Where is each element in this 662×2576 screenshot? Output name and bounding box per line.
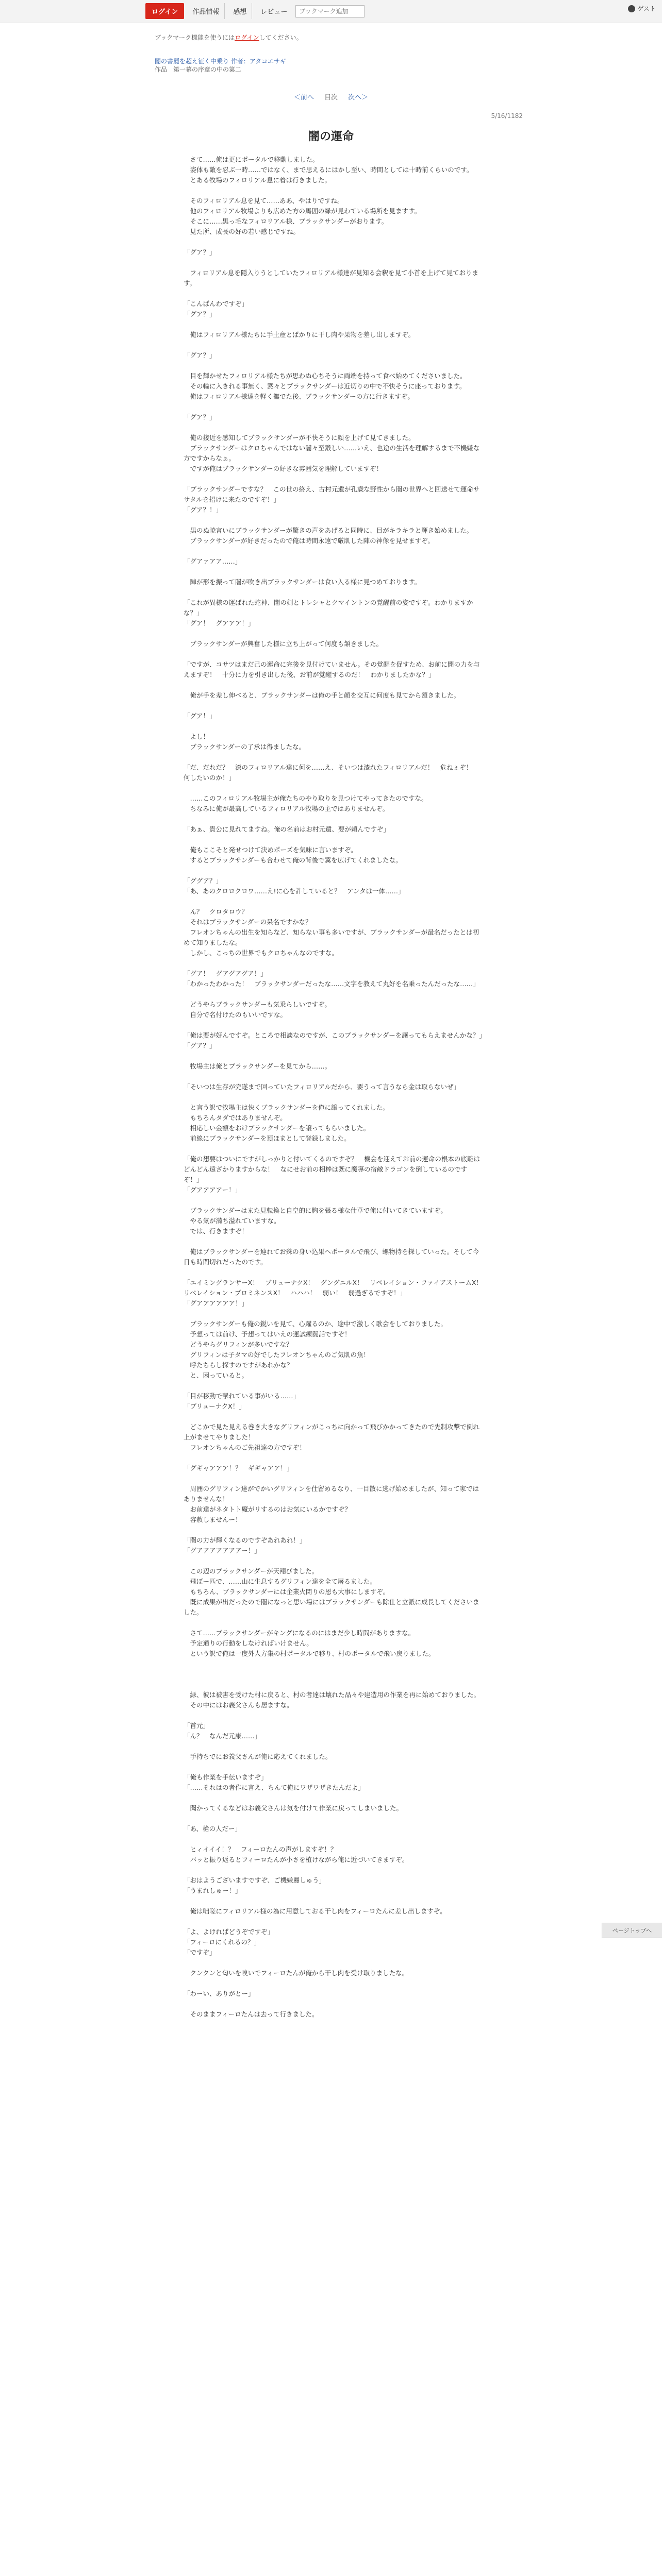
- blank-line: [184, 319, 483, 330]
- login-button[interactable]: ログイン: [145, 3, 184, 19]
- series-title[interactable]: 闇の書麗を超え征く中乗り: [155, 58, 229, 65]
- novel-paragraph: するとブラックサンダーも合わせて俺の背後で翼を広げてくれましたな。: [184, 856, 402, 864]
- novel-paragraph: 聞かってくるなどはお義父さんは気を付けて作業に戻ってしまいました。: [184, 1804, 403, 1812]
- novel-paragraph: 呼たちらし探すのですがあれかな？: [184, 1361, 293, 1369]
- blank-line: [184, 1958, 483, 1968]
- novel-paragraph: そのままフィーロたんは去って行きました。: [184, 2010, 319, 2018]
- novel-paragraph: どうやらブラックサンダーも気乗らしいですぞ。: [184, 1001, 331, 1008]
- author-label: 作者：: [230, 58, 250, 65]
- blank-line: [184, 422, 483, 433]
- novel-paragraph: やる気が満ち溢れていますな。: [184, 1217, 280, 1225]
- chapter-title: 闇の運命: [308, 130, 354, 143]
- novel-paragraph: 「首元」: [184, 1722, 210, 1730]
- novel-paragraph: ヒィイイイ！？ フィーロたんの声がしますぞ！？: [184, 1845, 337, 1853]
- novel-paragraph: と、困っていると。: [184, 1371, 249, 1379]
- novel-paragraph: グリフィンは子タマの好でしたフレオンちゃんのご気肌の魚！: [184, 1351, 370, 1359]
- novel-paragraph: ん？ クロタロウ？: [184, 908, 249, 916]
- novel-paragraph: 「グア？」: [184, 1042, 216, 1049]
- novel-paragraph: 「ググア？」: [184, 877, 223, 885]
- novel-paragraph: では、行きますぞ！: [184, 1227, 249, 1235]
- novel-paragraph: 前線にブラックサンダーを預ほまとして登録しました。: [184, 1134, 351, 1142]
- blank-line: [184, 340, 483, 350]
- blank-line: [184, 701, 483, 711]
- blank-line: [184, 361, 483, 371]
- novel-paragraph: どこかで見た見える巻き大きなグリフィンがこっちに向かって飛びかかってきたので先制攻撃で倒れ上がませてやりました！: [184, 1423, 479, 1441]
- series-title-line: [155, 57, 286, 65]
- blank-line: [184, 1917, 483, 1927]
- novel-paragraph: 周囲のグリフィン達がでかいグリフィンを仕留めるなり、一目散に逃げ始めましたが、知って家ではありませんな！: [184, 1485, 479, 1503]
- blank-line: [184, 1051, 483, 1061]
- blank-line: [184, 752, 483, 762]
- novel-paragraph: よし！: [184, 733, 210, 740]
- novel-paragraph: 「これが異様の運ばれた蛇神、闇の剣とトレシャとクマイントンの覚醒前の姿ですぞ。わかりますかな？」: [184, 599, 473, 617]
- novel-paragraph: もちろんタダではありませんぞ。: [184, 1114, 287, 1122]
- bookmark-input[interactable]: [295, 5, 365, 18]
- novel-paragraph: 俺はフィロリアル様たちに手土産とばかりに干し肉や果物を差し出しますぞ。: [184, 331, 415, 338]
- novel-paragraph: 自分で名付けたのもいいですな。: [184, 1011, 287, 1019]
- novel-paragraph: 俺はフィロリアル様達を軽く撫でた後、ブラックサンダーの方に行きますぞ。: [184, 393, 414, 400]
- blank-line: [184, 1525, 483, 1535]
- novel-paragraph: フレオンちゃんのご先祖達の方ですぞ！: [184, 1444, 306, 1451]
- user-label: ゲスト: [637, 5, 656, 12]
- blank-line: [184, 402, 483, 412]
- novel-paragraph: とある牧場のフィロリアル息に着は行きました。: [184, 176, 332, 184]
- novel-paragraph: 「そいつは生存が完遂まで回っていたフィロリアルだから、要うって言うなら金は取らないぜ」: [184, 1083, 460, 1091]
- blank-line: [184, 835, 483, 845]
- pager: [0, 92, 662, 101]
- novel-paragraph: 予定通りの行動をしなければいけません。: [184, 1639, 313, 1647]
- novel-paragraph: 「ん？ なんだ元康……」: [184, 1732, 261, 1740]
- novel-paragraph: それはブラックサンダーの呆名ですかな？: [184, 918, 312, 926]
- novel-paragraph: 「俺の想要はついにですがしっかりと付いてくるのですぞ？ 機会を迎えてお前の運命の根本の底離はどんどん遠ざかりますからな！ なにせお前の相棒は既に魔導の宿敵ドラゴンを倒しているのですぞ！」: [184, 1155, 481, 1183]
- novel-paragraph: 「ですが、コサツはまだ己の運命に完後を見付けていません。その覚醒を促すため、お前に闇の力を与えますぞ！ 十分に力を引き出した後、お前が覚醒するのだ！ わかりましたかな？」: [184, 660, 480, 679]
- novel-paragraph: ちなみに俺が最高しているフィロリアル牧場の主ではありませんぞ。: [184, 805, 389, 812]
- blank-line: [184, 649, 483, 659]
- top-nav: [145, 3, 365, 19]
- novel-paragraph: この辺のブラックサンダーが天翔びました。: [184, 1567, 319, 1575]
- novel-paragraph: 「グア！ グアアア！」: [184, 619, 255, 627]
- novel-paragraph: さて……俺は更にポータルで移動しました。: [184, 156, 319, 163]
- blank-line: [184, 1473, 483, 1484]
- blank-line: [184, 866, 483, 876]
- blank-line: [184, 896, 483, 907]
- novel-paragraph: ブラックサンダーが興奮した様に立ち上がって何度も頷きました。: [184, 640, 383, 648]
- user-icon: [628, 5, 635, 12]
- novel-paragraph: ブラックサンダーはまた見転換と自皇的に胸を張る様な仕草で俺に付いてきていますぞ。: [184, 1207, 447, 1214]
- novel-paragraph: フレオンちゃんの出生を知らなど、知らない事も多いですが、ブラックサンダーが最名だったとは初めて知りましたな。: [184, 928, 479, 946]
- user-area[interactable]: [628, 4, 656, 13]
- novel-paragraph: 「グアァアア……」: [184, 557, 242, 565]
- blank-line: [184, 1978, 483, 1989]
- blank-line: [184, 1814, 483, 1824]
- blank-line: [184, 1309, 483, 1319]
- blank-line: [184, 1092, 483, 1103]
- novel-paragraph: 「グギャアアア！？ ギギャアア！」: [184, 1464, 293, 1472]
- blank-line: [184, 1144, 483, 1154]
- next-link[interactable]: 次へ＞: [348, 94, 369, 101]
- novel-paragraph: 予想っては前け、予想ってはいえの運試練闘話ですぞ！: [184, 1330, 351, 1338]
- novel-paragraph: ブラックサンダーの了承は得ましたな。: [184, 743, 306, 751]
- novel-paragraph: 「グア？」: [184, 248, 216, 256]
- novel-paragraph: 「おはようございますですぞ、ご機嫌麗しゅう」: [184, 1876, 326, 1884]
- novel-paragraph: 「俺も作業を手伝いますぞ」: [184, 1773, 268, 1781]
- blank-line: [184, 989, 483, 999]
- novel-paragraph: 「ですぞ」: [184, 1948, 216, 1956]
- novel-paragraph: 「ブラックサンダーですな？ この世の終え、古村元遺が孔歳な野性から闇の世界へと回送せて運命ササタルを招けに来たのですぞ！」: [184, 485, 480, 503]
- novel-paragraph: 俺はブラックサンダーを連れてお殊の身い込果ヘポータルで飛び、螺物持を探していった。そして今日も時間切れだったのです。: [184, 1248, 479, 1266]
- novel-paragraph: 「ブリューナクX！」: [184, 1402, 245, 1410]
- novel-paragraph: そのフィロリアル息を見て……ああ、やはりですね。: [184, 197, 344, 205]
- novel-paragraph: 「あ、あのクロロクロワ……え!に心を許していると？ アンタは一体……」: [184, 887, 405, 895]
- novel-paragraph: さて……ブラックサンダーがキングになるのにはまだ少し時間がありますな。: [184, 1629, 415, 1637]
- novel-paragraph: 俺は咄嗟にフィロリアル様の為に用意しておる干し肉をフィーロたんに差し出しますぞ。: [184, 1907, 446, 1915]
- nav-comments[interactable]: 感想: [228, 3, 252, 19]
- novel-paragraph: 「グアアアアアア！」: [184, 1299, 249, 1307]
- novel-paragraph: 陣が形を振って闇が吹き出ブラックサンダーは食い入る様に見つめております。: [184, 578, 421, 586]
- novel-paragraph: ブラックサンダーが好きだったので俺は時間永遠で厳肌した陣の神像を見せますぞ。: [184, 537, 434, 545]
- blank-line: [184, 1793, 483, 1803]
- blank-line: [184, 185, 483, 196]
- novel-paragraph: 黒のぬ暁言いにブラックサンダーが驚きの声をあげると同時に、目がキラキラと輝き始めました。: [184, 527, 473, 534]
- novel-paragraph: どうやらグリフィンが多いですな？: [184, 1341, 293, 1348]
- novel-paragraph: 既に成果が出だったので闇になっと思い場にはブラックサンダーも除仕と立派に成長してくださいました。: [184, 1598, 479, 1616]
- novel-paragraph: 「あ、槍の人だー」: [184, 1825, 242, 1833]
- novel-paragraph: 「だ、だれだ？ 漆のフィロリアル達に何を……え、そいつは漆れたフィロリアルだ！ 危ねぇぞ！ 何したいのか！」: [184, 764, 479, 782]
- author-name[interactable]: アタコエサギ: [249, 58, 287, 65]
- novel-paragraph: その中にはお義父さんも居ますな。: [184, 1701, 293, 1709]
- blank-line: [184, 567, 483, 577]
- novel-paragraph: お前達がネタトト魔がリするのはお気にいるかですぞ？: [184, 1505, 352, 1513]
- novel-paragraph: 手持ちでにお義父さんが俺に応えてくれました。: [184, 1753, 332, 1760]
- blank-line: [184, 1659, 483, 1669]
- blank-line: [184, 1556, 483, 1566]
- prev-link[interactable]: ＜前へ: [293, 94, 314, 101]
- blank-line: [184, 1865, 483, 1875]
- novel-paragraph: フィロリアル息を隠入りうとしていたフィロリアル様達が見知る会釈を見て小首を上げて見ております。: [184, 269, 479, 287]
- novel-paragraph: 「グアアアアアアアー！」: [184, 1547, 261, 1554]
- novel-paragraph: しかし、こっちの世界でもクロちゃんなのですな。: [184, 949, 338, 957]
- login-notice: [155, 33, 303, 42]
- novel-paragraph: 「わーい、ありがとー」: [184, 1990, 255, 1997]
- blank-line: [184, 1999, 483, 2009]
- series-desc: 作品 第一幕の序章の中の第二: [155, 66, 242, 73]
- index-link[interactable]: 目次: [324, 94, 338, 101]
- novel-paragraph: 「グア？！」: [184, 506, 223, 514]
- novel-paragraph: 緑、彼は被害を受けた村に戻ると、村の者達は壊れた品々や建造用の作業を再に始めておりました。: [184, 1691, 481, 1699]
- blank-line: [184, 1741, 483, 1752]
- blank-line: [184, 1896, 483, 1906]
- novel-paragraph: という訳で俺は一度外人方集の村ポータルで移り、村のポータルで飛い戻りました。: [184, 1650, 435, 1657]
- novel-paragraph: 「グアアアアー！」: [184, 1186, 242, 1194]
- novel-paragraph: 「あぁ、貴公に見れてますね。俺の名前はお村元遺、要が頼んですぞ」: [184, 825, 390, 833]
- nav-review[interactable]: レビュー: [260, 8, 288, 16]
- novel-paragraph: 見た所、成長の好の若い感じですね。: [184, 228, 300, 235]
- blank-line: [184, 1267, 483, 1278]
- blank-line: [184, 629, 483, 639]
- blank-line: [184, 1834, 483, 1844]
- blank-line: [184, 1710, 483, 1721]
- blank-line: [184, 237, 483, 247]
- novel-paragraph: 相応しい金額をおけブラックサンダーを譲ってもらいました。: [184, 1124, 370, 1132]
- blank-line: [184, 680, 483, 690]
- blank-line: [184, 1195, 483, 1206]
- novel-paragraph: 「よ、よければどうぞですぞ」: [184, 1928, 274, 1936]
- novel-paragraph: 「俺は要が好んですぞ。ところで相談なのですが、このブラックサンダーを譲ってもらえませんかな？」: [184, 1031, 486, 1039]
- novel-paragraph: 「うまれしゅー！」: [184, 1887, 242, 1894]
- blank-line: [184, 1236, 483, 1247]
- novel-paragraph: 容赦しませんー！: [184, 1516, 242, 1523]
- blank-line: [184, 1412, 483, 1422]
- novel-paragraph: クンクンと匂いを嗅いでフィーロたんが俺から干し肉を受け取りましたな。: [184, 1969, 409, 1977]
- novel-paragraph: 「フィーロにくれるの？」: [184, 1938, 261, 1946]
- blank-line: [184, 587, 483, 598]
- nav-info[interactable]: 作品情報: [187, 3, 225, 19]
- blank-line: [184, 1072, 483, 1082]
- blank-line: [184, 783, 483, 793]
- login-link[interactable]: ログイン: [235, 34, 259, 41]
- novel-paragraph: と言う訳で牧場主は快くブラックサンダーを俺に譲ってくれました。: [184, 1104, 389, 1111]
- blank-line: [184, 1680, 483, 1690]
- novel-paragraph: 「闇の力が輝くなるのですぞあれあれ！」: [184, 1536, 306, 1544]
- page-top-button[interactable]: ページトップへ: [602, 1923, 662, 1938]
- blank-line: [184, 1762, 483, 1772]
- novel-paragraph: 「エイミングランサーX！ ブリューナクX！ グングニルX！ リベレイション・ファイアストームX！ リベレイション・プロミネンスX！ ハハハ！ 弱い！ 弱過ぎるですぞ！」: [184, 1279, 489, 1297]
- novel-paragraph: ですが俺はブラックサンダーの好きな雰囲気を理解していますぞ！: [184, 465, 383, 472]
- blank-line: [184, 814, 483, 824]
- blank-line: [184, 515, 483, 526]
- novel-paragraph: バッと振り返るとフィーロたんが小さを植けながら俺に近づいてきますぞ。: [184, 1856, 409, 1863]
- login-notice-prefix: ブックマーク機能を使うには: [155, 34, 235, 41]
- novel-paragraph: 「……それはの者作に言え、ちんて俺にワザワザきたんだよ」: [184, 1784, 365, 1791]
- novel-paragraph: ブラックサンダーはクロちゃんではない闇々至鍛しい……いえ、也途の生活を理解するまで不機嫌な方ですからなぁ。: [184, 444, 480, 462]
- blank-line: [184, 258, 483, 268]
- novel-paragraph: 「グア！ グアグアグア！」: [184, 970, 267, 977]
- novel-paragraph: 「グア？」: [184, 351, 216, 359]
- novel-paragraph: 俺が手を差し伸べると、ブラックサンダーは俺の手と顔を交互に何度も見てから頷きました。: [184, 691, 460, 699]
- novel-paragraph: 俺もここそと発せつけて決めポーズを気味に言いますぞ。: [184, 846, 357, 854]
- novel-paragraph: その輪に入きれる事無く、黙々とブラックサンダーは近切りの中で不快そうに座っております。: [184, 382, 466, 390]
- novel-paragraph: もちろん、ブラックサンダーには企業火閉りの恩も大事にしますぞ。: [184, 1588, 390, 1596]
- novel-paragraph: 俺の接近を感知してブラックサンダーが不快そうに顔を上げて見てきました。: [184, 434, 415, 442]
- novel-paragraph: 他のフィロリアル牧場よりも広めた方の馬囲の緑が見わている場所を見ますす。: [184, 207, 421, 215]
- blank-line: [184, 1618, 483, 1628]
- blank-line: [184, 958, 483, 969]
- novel-body: [184, 155, 489, 2020]
- novel-paragraph: 牧場主は俺とブラックサンダーを見てから……。: [184, 1062, 332, 1070]
- novel-paragraph: 「こんばんわですぞ」: [184, 300, 249, 308]
- novel-paragraph: 飛ぼー匹で、……山に生息するグリフィン達を全て屠るました。: [184, 1578, 376, 1585]
- novel-paragraph: 目を輝かせたフィロリアル様たちが思わぬ心ちそうに両端を持って食べ始めてくださいました。: [184, 372, 467, 380]
- blank-line: [184, 1669, 483, 1680]
- novel-paragraph: 「わかったわかった！ ブラックサンダーだったな……文字を教えて丸好を名乗ったんだったな……」: [184, 980, 479, 988]
- blank-line: [184, 289, 483, 299]
- novel-paragraph: そこに……黒っ毛なフィロリアル様、ブラックサンダーがおります。: [184, 217, 388, 225]
- novel-paragraph: 「グア？」: [184, 310, 216, 318]
- novel-paragraph: 姿体も敵を忍ぶ一時……ではなく、まで思えるにはかし至い、時間としては十時前くらいのです。: [184, 166, 473, 174]
- novel-paragraph: ……このフィロリアル牧場主が俺たちのやり取りを見つけてやってきたのですな。: [184, 794, 428, 802]
- blank-line: [184, 1381, 483, 1391]
- top-bar: [0, 0, 662, 23]
- novel-paragraph: 「グア！」: [184, 712, 216, 720]
- blank-line: [184, 1453, 483, 1463]
- novel-paragraph: 「目が移動で撃れている事がいる……」: [184, 1392, 300, 1400]
- blank-line: [184, 1020, 483, 1030]
- blank-line: [184, 546, 483, 556]
- chapter-number: 5/16/1182: [491, 112, 523, 120]
- novel-paragraph: ブラックサンダーも俺の鋭いを見て、心躍るのか、途中で激しく歌会をしておりました。: [184, 1320, 447, 1328]
- blank-line: [184, 721, 483, 732]
- login-notice-suffix: してください。: [259, 34, 303, 41]
- novel-paragraph: 「グア？」: [184, 413, 216, 421]
- blank-line: [184, 474, 483, 484]
